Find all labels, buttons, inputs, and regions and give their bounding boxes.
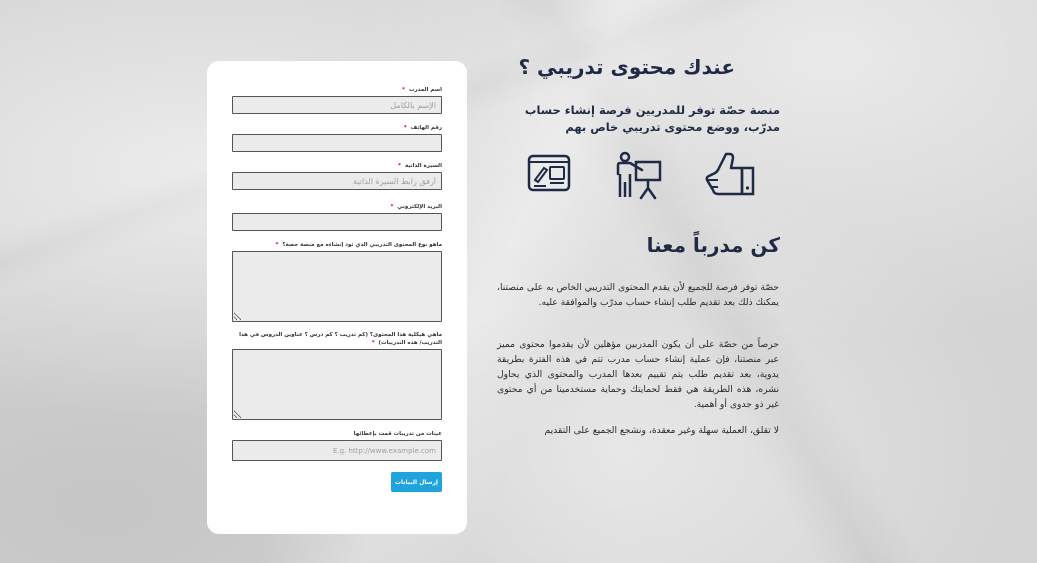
phone-label: رقم الهاتف * (403, 125, 442, 131)
presenter-icon (614, 150, 664, 200)
required-mark: * (390, 204, 394, 210)
content-structure-label: ماهي هيكلية هذا المحتوى؟ (كم تدريب ؟ كم درس ؟ عناوين الدروس في هذا التدريب/ هذه التدريبات) * (239, 332, 442, 346)
samples-input[interactable] (232, 440, 442, 461)
required-mark: * (398, 163, 402, 169)
phone-field (232, 124, 442, 152)
email-field (232, 203, 442, 231)
page-title: عندك محتوى تدريبي ؟ (518, 55, 735, 79)
submit-button[interactable]: إرسال البيانات (391, 472, 442, 492)
samples-field (232, 430, 442, 461)
cv-input[interactable] (232, 172, 442, 190)
trainer-name-input[interactable] (232, 96, 442, 114)
intro-text: منصة حصّة توفر للمدربين فرصة إنشاء حساب مدرّب، ووضع محتوى تدريبي خاص بهم (524, 103, 780, 134)
content-structure-textarea[interactable] (232, 349, 442, 420)
phone-input[interactable] (232, 134, 442, 152)
required-mark: * (402, 87, 406, 93)
trainer-name-label: اسم المدرب * (402, 87, 442, 93)
content-type-textarea[interactable] (232, 251, 442, 322)
trainer-application-form (207, 61, 467, 534)
section-subtitle: كن مدرباً معنا (646, 233, 780, 257)
online-course-icon (526, 150, 572, 196)
trainer-name-field (232, 86, 442, 114)
content-type-field (232, 241, 442, 322)
required-mark: * (371, 340, 375, 346)
paragraph-opportunity: حصّة توفر فرصة للجميع لأن يقدم المحتوى التدريبي الخاص به على منصتنا، يمكنك ذلك بعد تقديم طلب إنشاء حساب مدرّب والموافقة عليه. (497, 282, 779, 308)
content-structure-field (232, 331, 442, 420)
email-label: البريد الإلكتروني * (390, 204, 442, 210)
cv-label: السيرة الذاتية * (398, 163, 442, 169)
content-type-label: ماهو نوع المحتوى التدريبي الذي تود إنشاءه مع منصة حصة؟ * (275, 242, 442, 248)
cv-field (232, 162, 442, 190)
samples-label: عينات من تدريبات قمت بإعطائها (353, 431, 442, 437)
paragraph-encouragement: لا تقلق، العملية سهلة وغير معقدة، ونشجع الجميع على التقديم (544, 425, 779, 436)
thumbs-up-icon (704, 150, 756, 198)
feature-icons (520, 150, 765, 210)
paragraph-review-process: حرصاً من حصّة على أن يكون المدربين مؤهلين لأن يقدموا محتوى مميز عبر منصتنا، فإن عملية إنشاء حساب مدرب تتم في هذه الفترة بطريقة يدوية، بعد تقديم طلب يتم تقييم بعدها المدرب والمحتوى الذي يحاول نشره، هذه الطريقة هي فقط لحمايتك وحماية مستخدمينا من أي محتوى غير ذو جدوى أو أهمية. (497, 339, 779, 410)
required-mark: * (403, 125, 407, 131)
required-mark: * (275, 242, 279, 248)
email-input[interactable] (232, 213, 442, 231)
